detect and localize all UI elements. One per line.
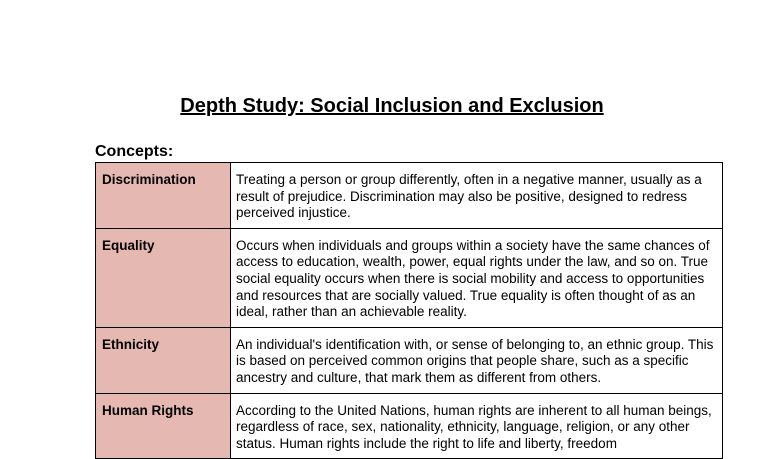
table-row	[96, 393, 723, 459]
definition-cell	[231, 163, 723, 229]
term-cell: Equality	[96, 228, 231, 327]
page-title: Depth Study: Social Inclusion and Exclusion	[180, 95, 604, 117]
term-cell: Human Rights	[96, 393, 231, 459]
definition-cell	[231, 393, 723, 459]
term-cell: Discrimination	[96, 163, 231, 229]
table-row	[96, 327, 723, 393]
definition-text: According to the United Nations, human rights are inherent to all human beings, regardless of race, sex, nationality, ethnicity, language, religion, or any other status. Human rights include the right to life and liberty, freedom	[236, 402, 712, 451]
concepts-table-body	[96, 163, 723, 459]
definition-cell	[231, 228, 723, 327]
definition-cell	[231, 327, 723, 393]
definition-text: Occurs when individuals and groups within a society have the same chances of access to education, wealth, power, equal rights under the law, and so on. True social equality occurs when there is social mobility and access to opportunities and resources that are socially valued. True equality is often thought of as an ideal, rather than an achievable reality.	[236, 237, 710, 320]
definition-text: Treating a person or group differently, often in a negative manner, usually as a result of prejudice. Discrimination may also be positive, designed to redress perceived injustice.	[236, 172, 702, 221]
section-heading: Concepts:	[95, 143, 174, 160]
term-cell: Ethnicity	[96, 327, 231, 393]
table-row	[96, 163, 723, 229]
table-row	[96, 228, 723, 327]
concepts-table	[95, 162, 723, 459]
definition-text: An individual's identification with, or sense of belonging to, an ethnic group. This is based on perceived common origins that people share, such as a specific ancestry and culture, that mark them as different from others.	[236, 336, 714, 385]
